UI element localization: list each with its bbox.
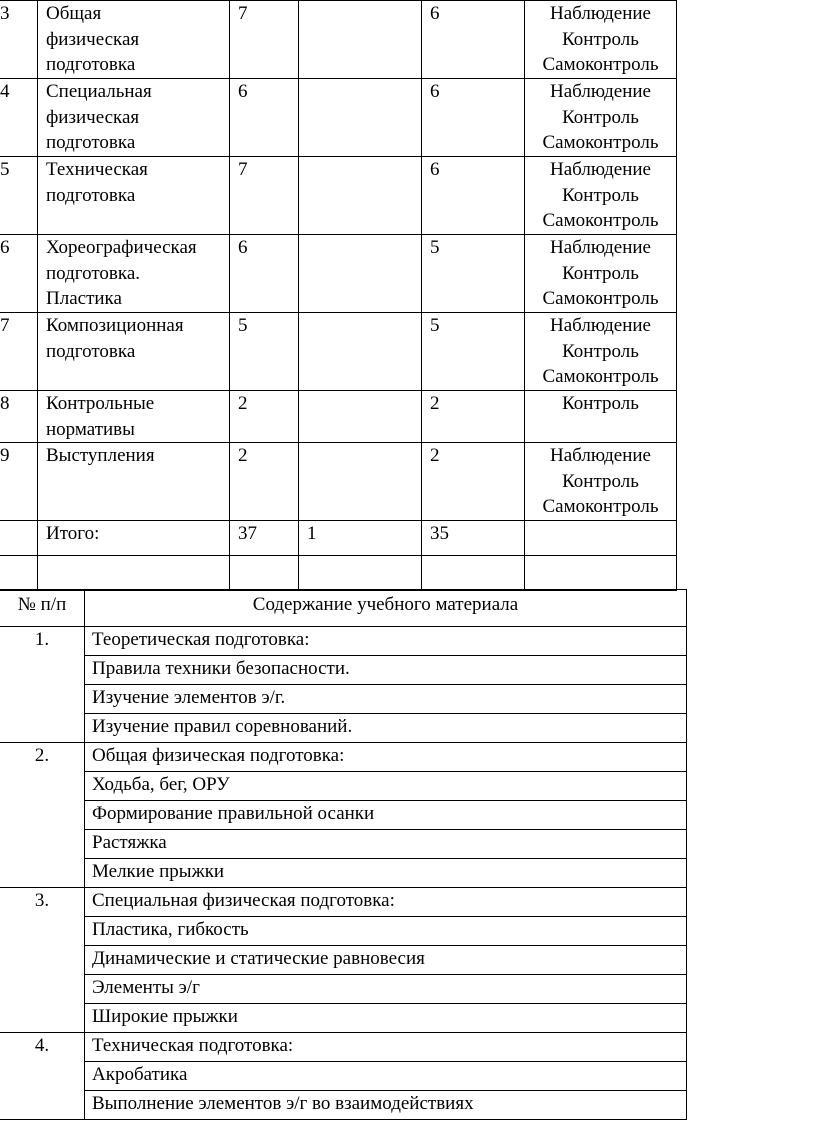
content-header-row (0, 590, 687, 627)
text-line: Пластика (46, 288, 122, 309)
content-row (0, 975, 687, 1004)
row-number: 7 (0, 313, 38, 391)
content-row (0, 772, 687, 801)
section-name (38, 1, 230, 79)
section-name (38, 391, 230, 443)
total-empty (0, 521, 38, 556)
content-row (0, 656, 687, 685)
text-line: Самоконтроль (542, 496, 659, 517)
hours-practice: 6 (422, 1, 525, 79)
content-row (0, 1062, 687, 1091)
hours-theory (299, 391, 422, 443)
text-line: Выступления (46, 445, 155, 466)
control-forms (525, 79, 677, 157)
content-row (0, 714, 687, 743)
curriculum-plan-table (0, 0, 677, 591)
text-line: Самоконтроль (542, 210, 659, 231)
plan-row (0, 1, 677, 79)
hours-practice: 5 (422, 313, 525, 391)
control-forms (525, 1, 677, 79)
text-line: Контроль (562, 262, 639, 284)
text-line: Наблюдение (550, 315, 651, 336)
content-item: Элементы э/г (85, 975, 687, 1004)
text-line: подготовка (46, 54, 136, 75)
control-forms (525, 235, 677, 313)
text-line: Контроль (562, 470, 639, 492)
hours-theory (299, 443, 422, 521)
content-row (0, 685, 687, 714)
hours-practice: 2 (422, 443, 525, 521)
hours-theory (299, 235, 422, 313)
content-table (0, 589, 687, 1120)
row-number: 3 (0, 1, 38, 79)
section-title: Общая физическая подготовка: (85, 743, 687, 772)
header-num: № п/п (0, 590, 85, 627)
hours-total: 2 (230, 391, 299, 443)
empty-cell (525, 556, 677, 591)
row-number: 6 (0, 235, 38, 313)
total-forms-empty (525, 521, 677, 556)
hours-total: 6 (230, 235, 299, 313)
content-row (0, 627, 687, 656)
hours-total: 5 (230, 313, 299, 391)
hours-theory (299, 157, 422, 235)
text-line: подготовка (46, 184, 136, 206)
section-name (38, 79, 230, 157)
text-line: Наблюдение (550, 445, 651, 466)
text-line: физическая (46, 28, 140, 50)
content-item: Акробатика (85, 1062, 687, 1091)
text-line: физическая (46, 106, 140, 128)
text-line: Самоконтроль (542, 132, 659, 153)
content-row (0, 888, 687, 917)
content-item: Изучение правил соревнований. (85, 714, 687, 743)
content-item: Формирование правильной осанки (85, 801, 687, 830)
text-line: Самоконтроль (542, 366, 659, 387)
text-line: Наблюдение (550, 81, 651, 102)
content-row (0, 1033, 687, 1062)
row-number: 4 (0, 79, 38, 157)
section-name (38, 443, 230, 521)
section-title: Специальная физическая подготовка: (85, 888, 687, 917)
empty-cell (299, 556, 422, 591)
hours-total: 7 (230, 157, 299, 235)
text-line: Наблюдение (550, 237, 651, 258)
content-item: Динамические и статические равновесия (85, 946, 687, 975)
content-item: Правила техники безопасности. (85, 656, 687, 685)
row-number: 8 (0, 391, 38, 443)
hours-total: 7 (230, 1, 299, 79)
section-title: Теоретическая подготовка: (85, 627, 687, 656)
text-line: Контрольные (46, 393, 155, 414)
text-line: Контроль (562, 184, 639, 206)
text-line: Контроль (562, 28, 639, 50)
content-item: Растяжка (85, 830, 687, 859)
text-line: Специальная (46, 81, 152, 102)
total-theory: 1 (299, 521, 422, 556)
text-line: Композиционная (46, 315, 184, 336)
hours-practice: 5 (422, 235, 525, 313)
plan-row (0, 391, 677, 443)
empty-cell (230, 556, 299, 591)
content-row (0, 830, 687, 859)
hours-practice: 2 (422, 391, 525, 443)
empty-row (0, 556, 677, 591)
text-line: Общая (46, 3, 102, 24)
text-line: нормативы (46, 418, 135, 440)
empty-cell (38, 556, 230, 591)
section-name (38, 313, 230, 391)
content-item: Пластика, гибкость (85, 917, 687, 946)
content-row (0, 859, 687, 888)
text-line: подготовка (46, 340, 136, 362)
content-item: Ходьба, бег, ОРУ (85, 772, 687, 801)
content-item: Широкие прыжки (85, 1004, 687, 1033)
plan-row (0, 157, 677, 235)
section-number: 1. (0, 627, 85, 743)
hours-theory (299, 79, 422, 157)
text-line: Техническая (46, 159, 148, 180)
plan-row (0, 443, 677, 521)
section-number: 3. (0, 888, 85, 1033)
plan-row (0, 235, 677, 313)
row-number: 5 (0, 157, 38, 235)
content-item: Выполнение элементов э/г во взаимодействиях (85, 1091, 687, 1120)
text-line: Контроль (562, 340, 639, 362)
content-item: Мелкие прыжки (85, 859, 687, 888)
text-line: Хореографическая (46, 237, 197, 258)
empty-cell (0, 556, 38, 591)
text-line: Самоконтроль (542, 54, 659, 75)
section-name (38, 157, 230, 235)
hours-theory (299, 313, 422, 391)
text-line: Наблюдение (550, 3, 651, 24)
content-item: Изучение элементов э/г. (85, 685, 687, 714)
content-row (0, 917, 687, 946)
section-number: 2. (0, 743, 85, 888)
text-line: подготовка. (46, 262, 141, 284)
header-title: Содержание учебного материала (85, 590, 687, 627)
content-row (0, 1004, 687, 1033)
text-line: Самоконтроль (542, 288, 659, 309)
control-forms (525, 313, 677, 391)
control-forms (525, 391, 677, 443)
content-row (0, 743, 687, 772)
control-forms (525, 443, 677, 521)
hours-practice: 6 (422, 79, 525, 157)
content-row (0, 946, 687, 975)
hours-total: 6 (230, 79, 299, 157)
total-row (0, 521, 677, 556)
section-name (38, 235, 230, 313)
plan-row (0, 79, 677, 157)
content-row (0, 801, 687, 830)
text-line: Контроль (562, 106, 639, 128)
section-number: 4. (0, 1033, 85, 1120)
content-row (0, 1091, 687, 1120)
row-number: 9 (0, 443, 38, 521)
hours-total: 2 (230, 443, 299, 521)
text-line: Контроль (562, 393, 639, 414)
text-line: Наблюдение (550, 159, 651, 180)
empty-cell (422, 556, 525, 591)
total-label: Итого: (38, 521, 230, 556)
text-line: подготовка (46, 132, 136, 153)
plan-row (0, 313, 677, 391)
control-forms (525, 157, 677, 235)
hours-theory (299, 1, 422, 79)
hours-practice: 6 (422, 157, 525, 235)
total-hours: 37 (230, 521, 299, 556)
section-title: Техническая подготовка: (85, 1033, 687, 1062)
total-practice: 35 (422, 521, 525, 556)
